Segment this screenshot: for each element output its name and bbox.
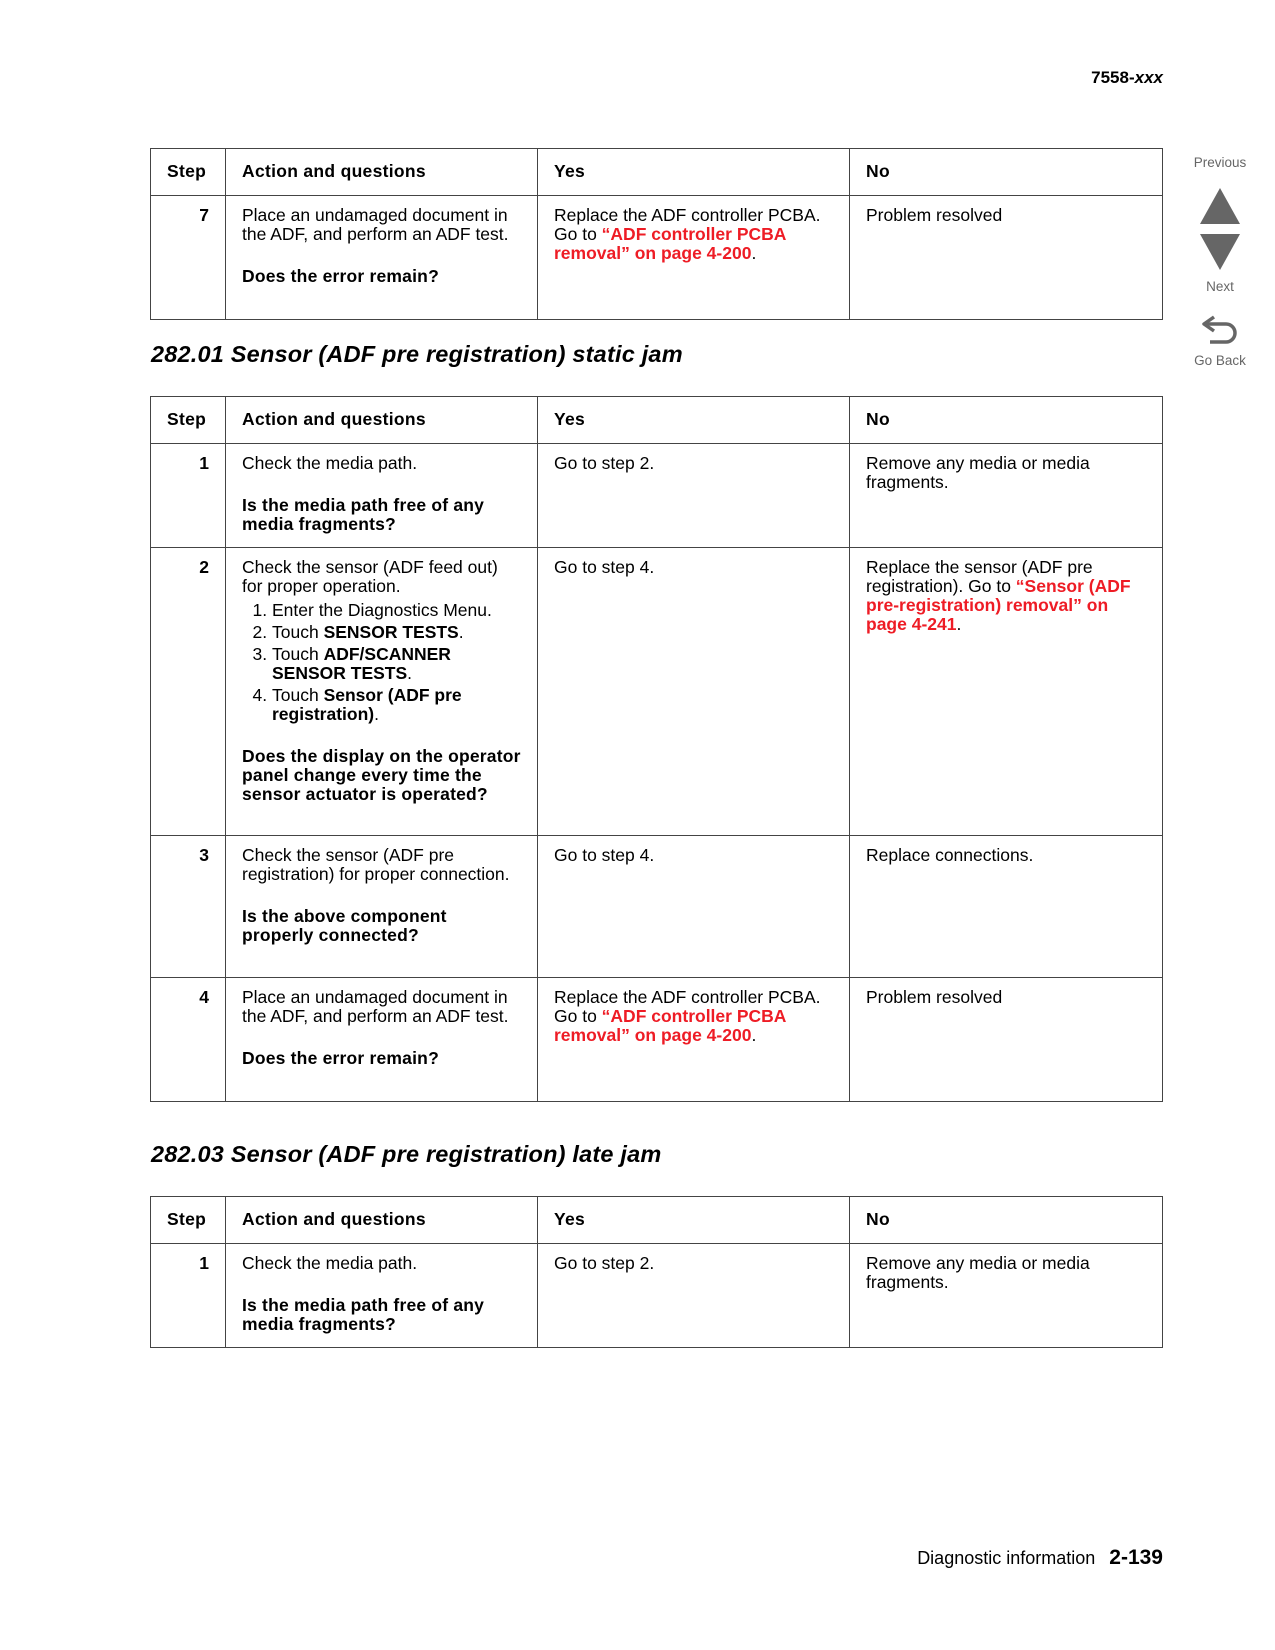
next-label[interactable]: Next	[1206, 279, 1234, 294]
menu-item-name: Sensor (ADF pre registration)	[272, 685, 462, 724]
cross-reference-link[interactable]: “ADF controller PCBA removal” on page 4-200	[554, 1006, 786, 1045]
col-header-yes: Yes	[538, 397, 850, 444]
substep-end: .	[374, 704, 379, 724]
action-cell	[226, 548, 538, 836]
substep-text: Touch	[272, 622, 324, 642]
action-cell	[226, 978, 538, 1102]
no-cell: Remove any media or media fragments.	[850, 444, 1163, 548]
yes-cell: Go to step 2.	[538, 1244, 850, 1348]
yes-text-end: .	[751, 1025, 757, 1045]
yes-text: Replace the ADF controller PCBA. Go to	[554, 987, 821, 1026]
troubleshooting-table-continued	[150, 148, 1163, 320]
menu-item-name: ADF/SCANNER SENSOR TESTS	[272, 644, 451, 683]
question-text: Does the error remain?	[242, 1048, 439, 1068]
step-number: 3	[151, 836, 226, 978]
col-header-no: No	[850, 1197, 1163, 1244]
yes-cell: Go to step 4.	[538, 836, 850, 978]
table-header-row	[151, 149, 1163, 196]
document-model-code	[1000, 68, 1163, 88]
action-cell	[226, 1244, 538, 1348]
troubleshooting-table-static-jam	[150, 396, 1163, 1102]
list-item	[272, 601, 521, 620]
yes-cell: Go to step 2.	[538, 444, 850, 548]
question-text: Is the media path free of any media fragments?	[242, 1295, 485, 1334]
step-number: 4	[151, 978, 226, 1102]
go-back-label[interactable]: Go Back	[1194, 353, 1246, 368]
go-back-icon[interactable]	[1180, 313, 1260, 352]
substep-end: .	[458, 622, 464, 642]
no-text-end: .	[956, 614, 962, 634]
col-header-step: Step	[151, 1197, 226, 1244]
no-cell	[850, 548, 1163, 836]
question-text: Is the media path free of any media fragments?	[242, 495, 485, 534]
col-header-no: No	[850, 397, 1163, 444]
table-header-row	[151, 397, 1163, 444]
no-cell: Remove any media or media fragments.	[850, 1244, 1163, 1348]
table-header-row	[151, 1197, 1163, 1244]
list-item	[272, 645, 521, 683]
col-header-action: Action and questions	[226, 1197, 538, 1244]
page-footer	[860, 1546, 1163, 1570]
table-row	[151, 444, 1163, 548]
substep-list	[242, 601, 521, 724]
no-text: Replace the sensor (ADF pre registration). Go to	[866, 557, 1093, 596]
action-text: Check the sensor (ADF feed out) for proper operation.	[242, 557, 498, 596]
question-text: Is the above component properly connected?	[242, 906, 447, 945]
action-text: Check the media path.	[242, 453, 418, 473]
previous-arrow-icon[interactable]	[1180, 186, 1260, 229]
yes-text-end: .	[751, 243, 757, 263]
col-header-yes: Yes	[538, 1197, 850, 1244]
substep-text: Touch	[272, 644, 324, 664]
substep-text: Touch	[272, 685, 324, 705]
step-number: 2	[151, 548, 226, 836]
no-cell: Replace connections.	[850, 836, 1163, 978]
col-header-step: Step	[151, 149, 226, 196]
model-prefix: 7558-	[1091, 68, 1135, 87]
menu-item-name: SENSOR TESTS	[323, 622, 459, 642]
action-cell	[226, 196, 538, 320]
section-title-static-jam: 282.01 Sensor (ADF pre registration) static jam	[151, 341, 683, 367]
col-header-step: Step	[151, 397, 226, 444]
page-number: 2-139	[1109, 1546, 1163, 1569]
next-arrow-icon[interactable]	[1180, 232, 1260, 275]
col-header-action: Action and questions	[226, 397, 538, 444]
list-item	[272, 623, 521, 642]
action-text: Check the media path.	[242, 1253, 418, 1273]
yes-text: Replace the ADF controller PCBA. Go to	[554, 205, 821, 244]
col-header-action: Action and questions	[226, 149, 538, 196]
step-number: 1	[151, 444, 226, 548]
previous-label[interactable]: Previous	[1193, 155, 1247, 170]
yes-cell	[538, 978, 850, 1102]
yes-cell	[538, 196, 850, 320]
table-row	[151, 1244, 1163, 1348]
question-text: Does the display on the operator panel change every time the sensor actuator is operated?	[242, 746, 521, 804]
action-cell	[226, 444, 538, 548]
action-text: Place an undamaged document in the ADF, and perform an ADF test.	[242, 987, 509, 1026]
action-text: Check the sensor (ADF pre registration) for proper connection.	[242, 845, 510, 884]
col-header-yes: Yes	[538, 149, 850, 196]
footer-section-name: Diagnostic information	[917, 1548, 1096, 1568]
list-item	[272, 686, 521, 724]
cross-reference-link[interactable]: “Sensor (ADF pre-registration) removal” on page 4-241	[866, 576, 1131, 634]
step-number: 1	[151, 1244, 226, 1348]
no-cell: Problem resolved	[850, 196, 1163, 320]
cross-reference-link[interactable]: “ADF controller PCBA removal” on page 4-200	[554, 224, 786, 263]
yes-cell: Go to step 4.	[538, 548, 850, 836]
step-number: 7	[151, 196, 226, 320]
troubleshooting-table-late-jam	[150, 1196, 1163, 1348]
question-text: Does the error remain?	[242, 266, 439, 286]
no-cell: Problem resolved	[850, 978, 1163, 1102]
table-row	[151, 548, 1163, 836]
action-text: Place an undamaged document in the ADF, and perform an ADF test.	[242, 205, 509, 244]
substep-end: .	[407, 663, 413, 683]
action-cell	[226, 836, 538, 978]
section-title-late-jam: 282.03 Sensor (ADF pre registration) late jam	[151, 1141, 662, 1167]
model-suffix: xxx	[1134, 68, 1163, 87]
table-row	[151, 836, 1163, 978]
substep-text: Enter the Diagnostics Menu.	[272, 600, 492, 620]
col-header-no: No	[850, 149, 1163, 196]
table-row	[151, 196, 1163, 320]
table-row	[151, 978, 1163, 1102]
